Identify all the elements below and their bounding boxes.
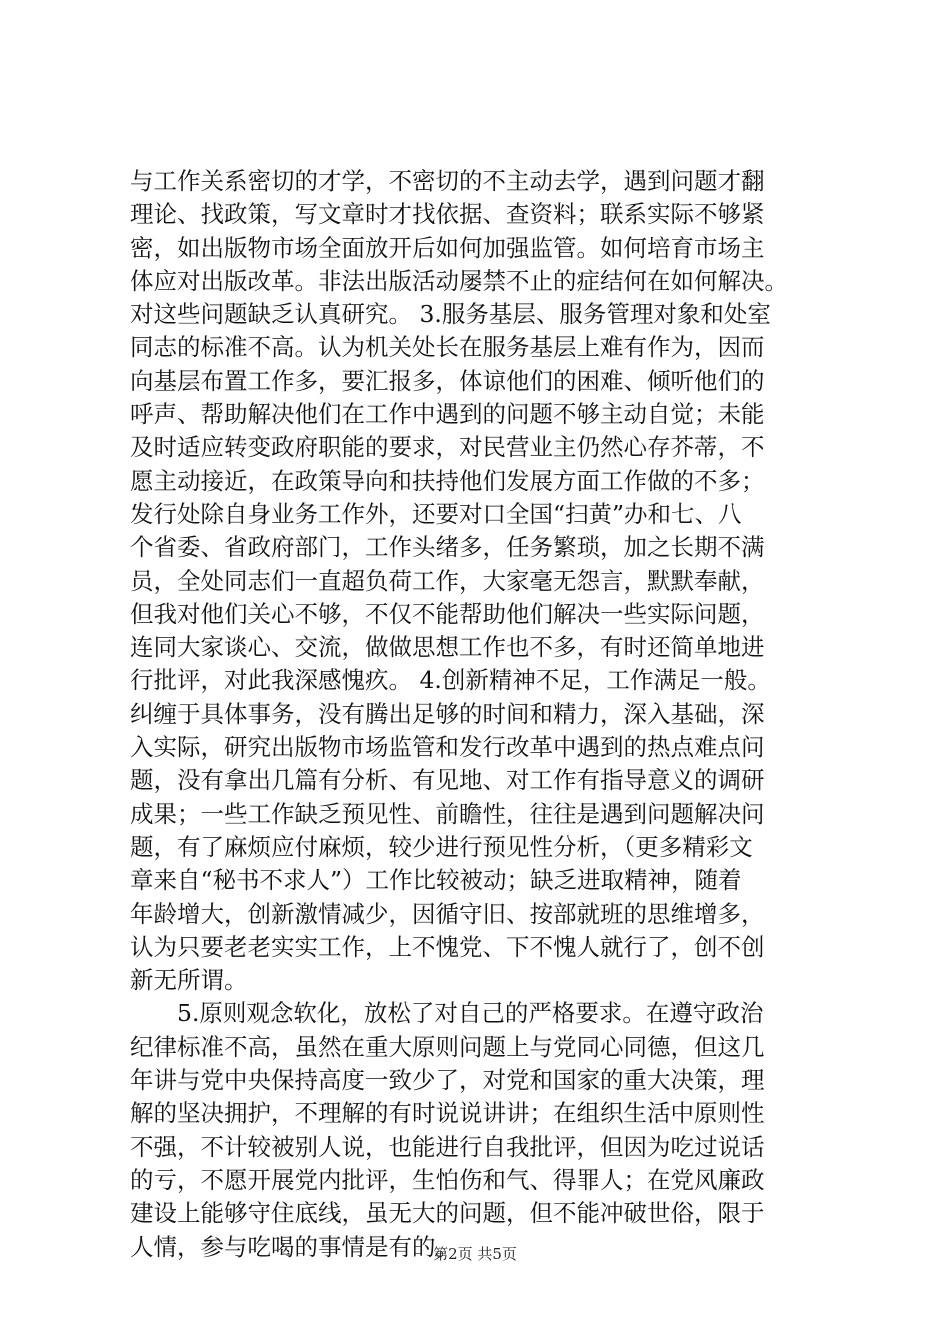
paragraph-2 xyxy=(130,997,830,1263)
paragraph-1 xyxy=(130,165,830,997)
text-line: 发行处除自身业务工作外，还要对口全国“扫黄”办和七、八 xyxy=(130,499,742,528)
text-line: 5.原则观念软化，放松了对自己的严格要求。在遵守政治 xyxy=(177,999,764,1028)
text-line: 建设上能够守住底线，虽无大的问题，但不能冲破世俗，限于 xyxy=(130,1199,765,1228)
text-line: 对这些问题缺乏认真研究。 3.服务基层、服务管理对象和处室 xyxy=(130,300,771,329)
text-line: 个省委、省政府部门，工作头绪多，任务繁琐，加之长期不满 xyxy=(130,533,765,562)
text-line: 呼声、帮助解决他们在工作中遇到的问题不够主动自觉；未能 xyxy=(130,400,765,429)
text-line: 新无所谓。 xyxy=(130,966,248,995)
text-line: 年龄增大，创新激情减少，因循守旧、按部就班的思维增多， xyxy=(130,899,765,928)
text-line: 年讲与党中央保持高度一致少了，对党和国家的重大决策，理 xyxy=(130,1066,765,1095)
text-line: 人情，参与吃喝的事情是有的。 xyxy=(130,1232,459,1261)
text-line: 入实际，研究出版物市场监管和发行改革中遇到的热点难点问 xyxy=(130,733,765,762)
text-line: 连同大家谈心、交流，做做思想工作也不多，有时还简单地进 xyxy=(130,633,765,662)
text-line: 题，有了麻烦应付麻烦，较少进行预见性分析，（更多精彩文 xyxy=(130,832,753,861)
text-line: 员，全处同志们一直超负荷工作，大家毫无怨言，默默奉献， xyxy=(130,566,765,595)
text-line: 向基层布置工作多，要汇报多，体谅他们的困难、倾听他们的 xyxy=(130,366,765,395)
text-line: 纪律标准不高，虽然在重大原则问题上与党同心同德，但这几 xyxy=(130,1032,765,1061)
text-line: 与工作关系密切的才学，不密切的不主动去学，遇到问题才翻 xyxy=(130,167,765,195)
text-line: 及时适应转变政府职能的要求，对民营业主仍然心存芥蒂，不 xyxy=(130,433,765,462)
text-line: 体应对出版改革。非法出版活动屡禁不止的症结何在如何解决。 xyxy=(130,266,788,295)
text-line: 愿主动接近，在政策导向和扶持他们发展方面工作做的不多； xyxy=(130,466,765,495)
text-line: 但我对他们关心不够，不仅不能帮助他们解决一些实际问题， xyxy=(130,599,765,628)
page-number-footer: 第2页 共5页 xyxy=(433,1245,517,1263)
text-line: 章来自“秘书不求人”）工作比较被动；缺乏进取精神，随着 xyxy=(130,866,742,895)
text-line: 不强，不计较被别人说，也能进行自我批评，但因为吃过说话 xyxy=(130,1132,765,1161)
text-line: 的亏，不愿开展党内批评，生怕伤和气、得罪人；在党风廉政 xyxy=(130,1165,765,1194)
text-line: 同志的标准不高。认为机关处长在服务基层上难有作为，因而 xyxy=(130,333,765,362)
text-line: 理论、找政策，写文章时才找依据、查资料；联系实际不够紧 xyxy=(130,200,765,229)
document-body xyxy=(130,165,830,1264)
text-line: 纠缠于具体事务，没有腾出足够的时间和精力，深入基础，深 xyxy=(130,699,765,728)
text-line: 密，如出版物市场全面放开后如何加强监管。如何培育市场主 xyxy=(130,233,765,262)
text-line: 行批评，对此我深感愧疚。 4.创新精神不足，工作满足一般。 xyxy=(130,666,771,695)
text-line: 成果；一些工作缺乏预见性、前瞻性，往往是遇到问题解决问 xyxy=(130,799,765,828)
text-line: 解的坚决拥护，不理解的有时说说讲讲；在组织生活中原则性 xyxy=(130,1099,765,1128)
text-line: 认为只要老老实实工作，上不愧党、下不愧人就行了，创不创 xyxy=(130,932,765,961)
text-line: 题，没有拿出几篇有分析、有见地、对工作有指导意义的调研 xyxy=(130,766,765,795)
